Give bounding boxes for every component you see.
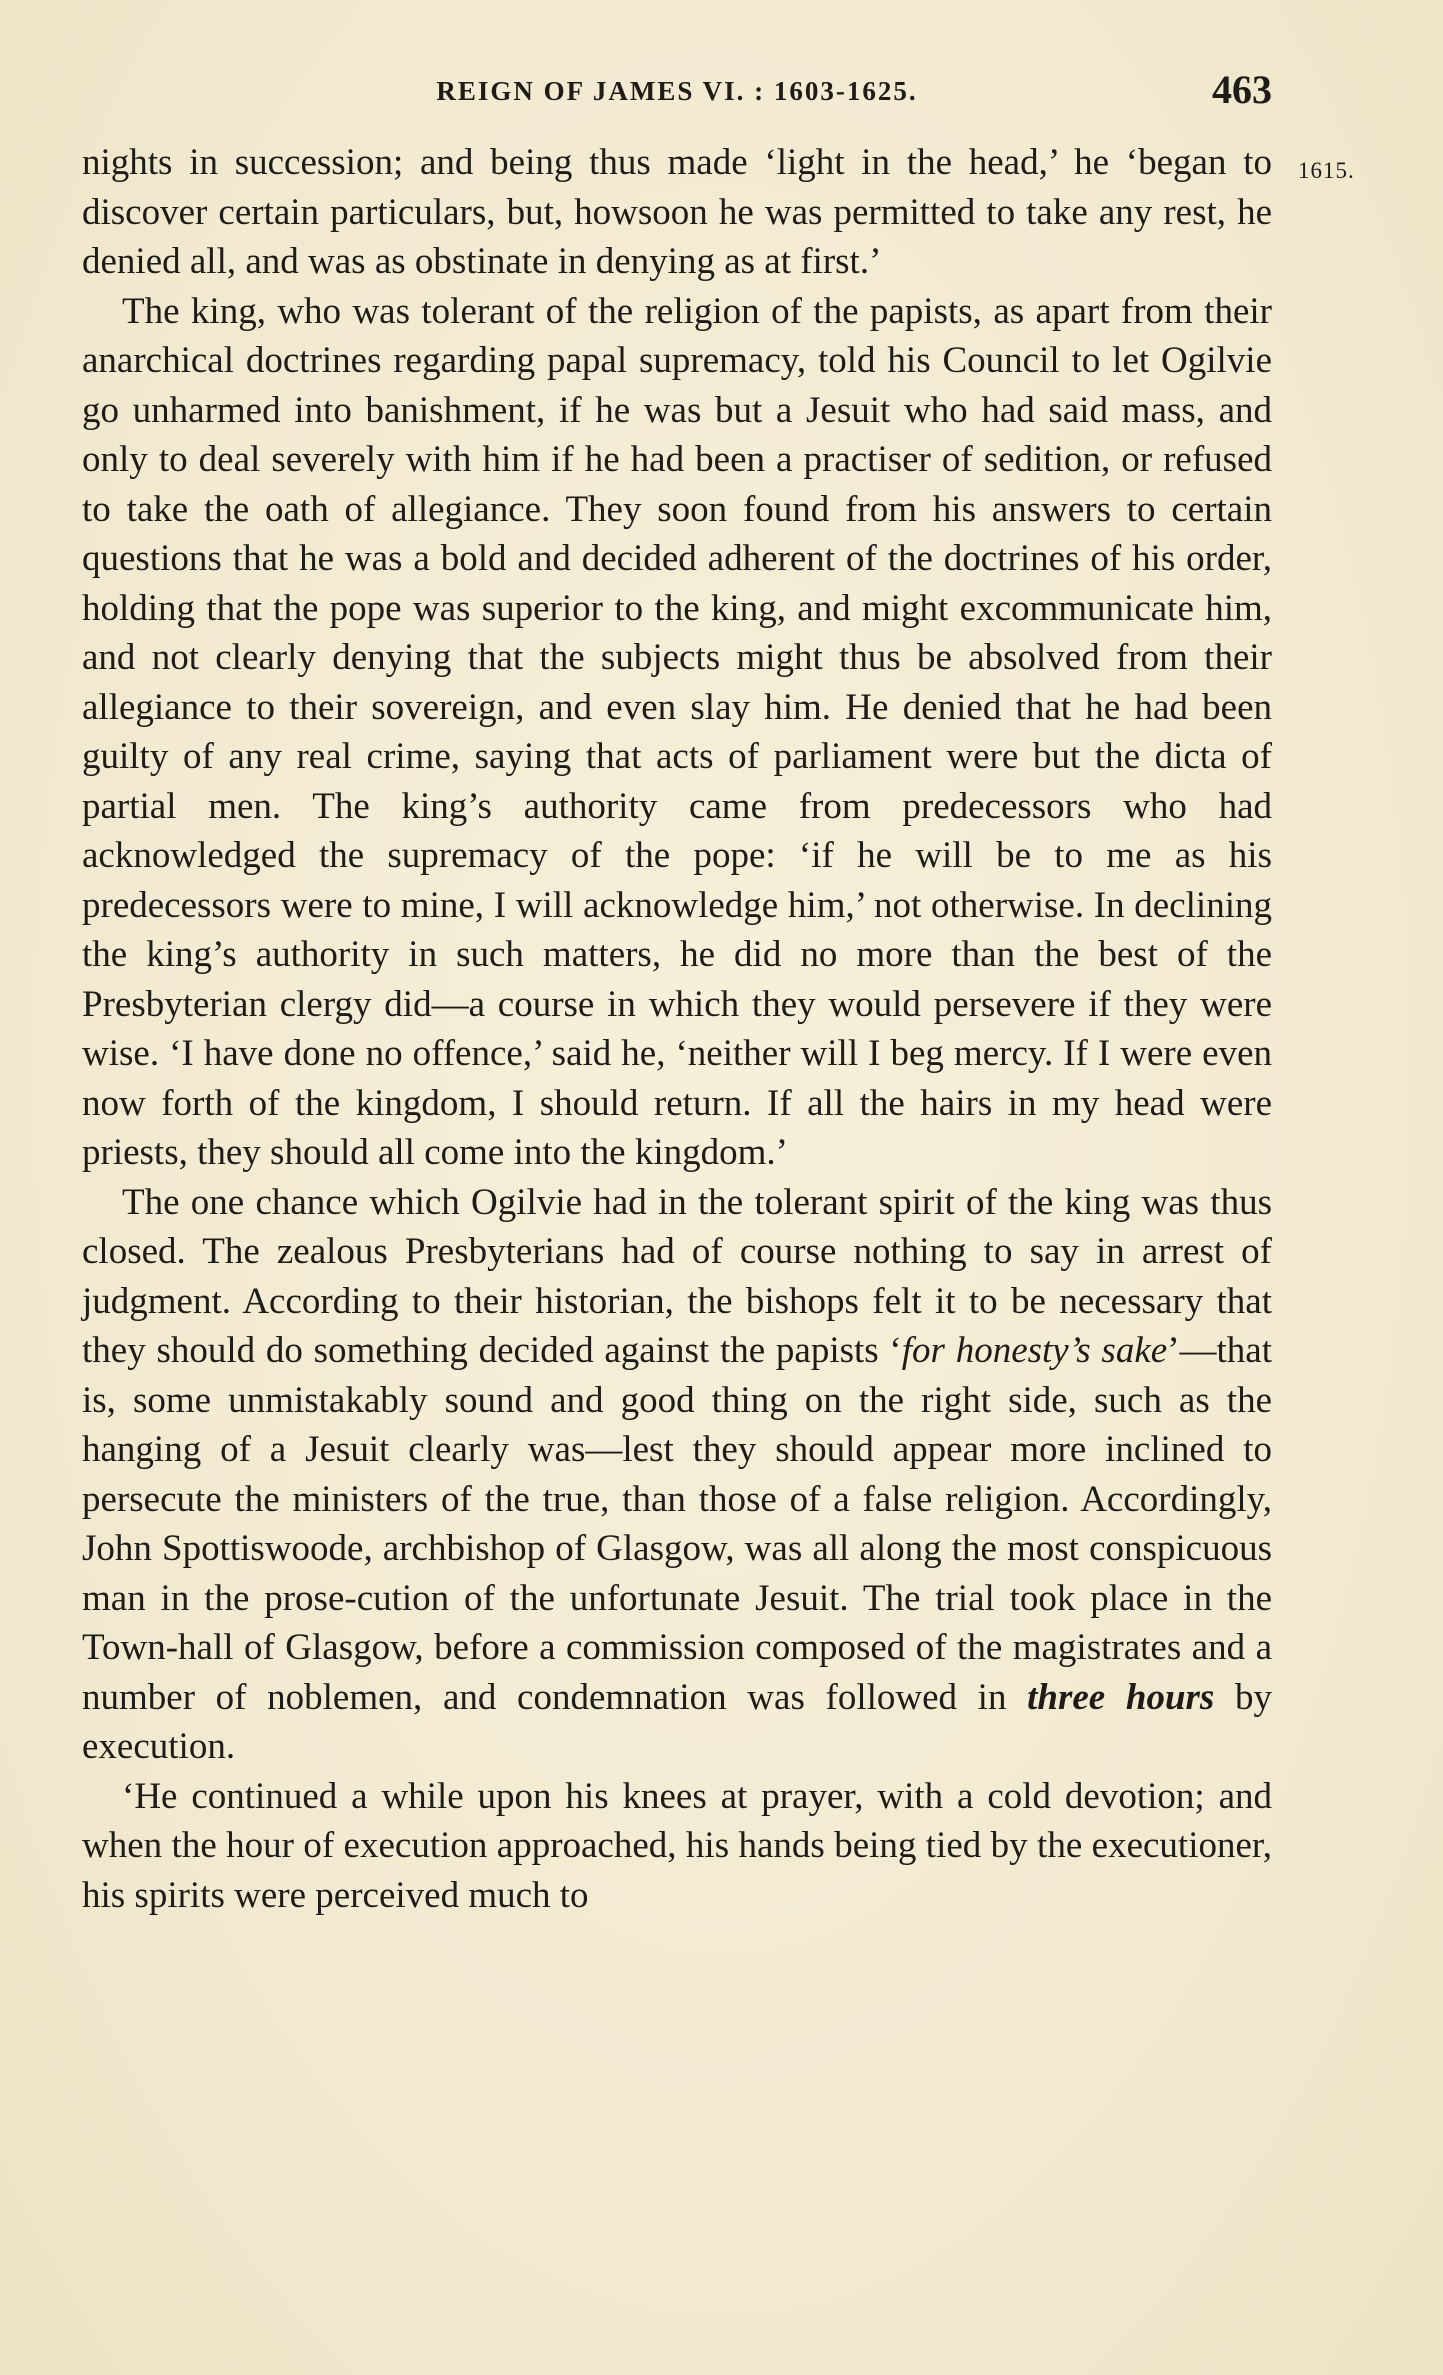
paragraph-2 [82, 287, 1272, 1178]
marginal-year-note: 1615. [1298, 158, 1355, 183]
paragraph-3 [82, 1178, 1272, 1772]
paragraph-3-italic-phrase: for honesty’s sake [901, 1330, 1168, 1371]
paragraph-2-text: The king, who was tolerant of the religion of the papists, as apart from their anarchical doctrines regarding papal supremacy, told his Council to let Ogilvie go unharmed into banishment, if he was but a Jesuit who had said mass, and only to deal severely with him if he had been a practiser of sedition, or refused to take the oath of allegiance. They soon found from his answers to certain questions that he was a bold and decided adherent of the doctrines of his order, holding that the pope was superior to the king, and might excommunicate him, and not clearly denying that the subjects might thus be absolved from their allegiance to their sovereign, and even slay him. He denied that he had been guilty of any real crime, saying that acts of parliament were but the dicta of partial men. The king’s authority came from predecessors who had acknowledged the supremacy of the pope: ‘if he will be to me as his predecessors were to mine, I will acknowledge him,’ not otherwise. In declining the king’s authority in such matters, he did no more than the best of the Presbyterian clergy did—a course in which they would persevere if they were wise. ‘I have done no offence,’ said he, ‘neither will I beg mercy. If I were even now forth of the kingdom, I should return. If all the hairs in my head were priests, they should all come into the kingdom.’ [82, 290, 1272, 1173]
paragraph-3-text-b: ’—that is, some unmistakably sound and good thing on the right side, such as the hanging of a Jesuit clearly was—lest they should appear more inclined to persecute the ministers of the true, than those of a false religion. Accordingly, John Spottiswoode, archbishop of Glasgow, was all along the most conspicuous man in the prose-cution of the unfortunate Jesuit. The trial took place in the Town-hall of Glasgow, before a commission composed of the magistrates and a number of noblemen, and condemnation was followed in [82, 1330, 1272, 1718]
running-header [82, 66, 1272, 116]
paragraph-3-text-c: by execution. [82, 1676, 1272, 1767]
paragraph-4-text: ‘He continued a while upon his knees at prayer, with a cold devotion; and when the hour of execution approached, his hands being tied by the executioner, his spirits were perceived much to [82, 1775, 1272, 1916]
paragraph-1-text: nights in succession; and being thus made ‘light in the head,’ he ‘began to discover certain particulars, but, howsoon he was permitted to take any rest, he denied all, and was as obstinate in denying as at first.’ [82, 142, 1272, 282]
body-text [82, 138, 1272, 1920]
paragraph-3-text-a: The one chance which Ogilvie had in the tolerant spirit of the king was thus closed. The zealous Presbyterians had of course nothing to say in arrest of judgment. According to their historian, the bishops felt it to be necessary that they should do something decided against the papists ‘ [82, 1181, 1272, 1371]
page-number: 463 [1212, 67, 1272, 112]
running-title: REIGN OF JAMES VI. : 1603-1625. [436, 76, 918, 106]
paragraph-4 [82, 1772, 1272, 1921]
paragraph-3-emphasis-phrase: three hours [1027, 1676, 1215, 1718]
paragraph-1 [82, 138, 1272, 287]
